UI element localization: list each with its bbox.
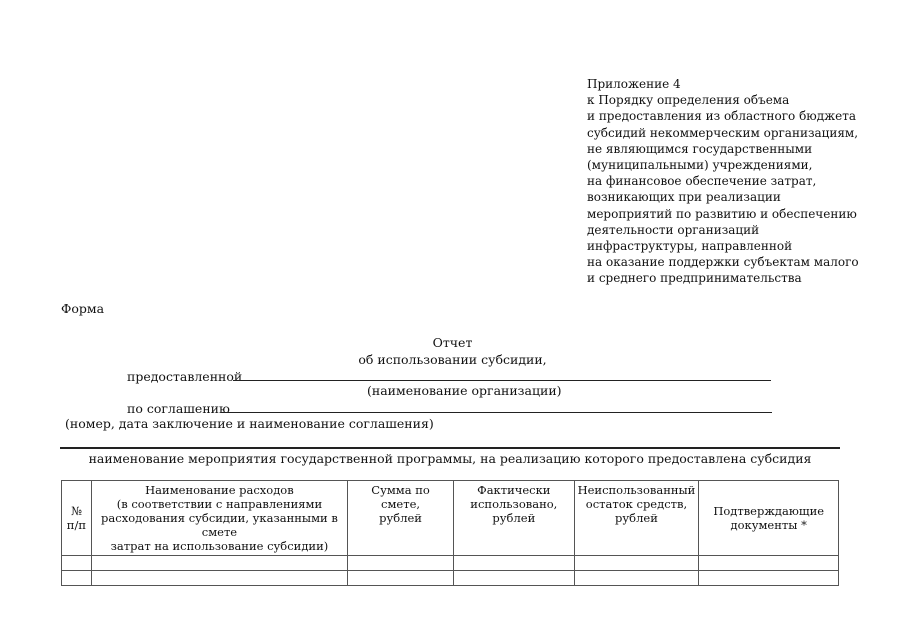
report-table bbox=[61, 480, 839, 586]
header-expense-name: Наименование расходов (в соответствии с направлениями расходования субсидии, указанными в смете затрат на использование субсидии) bbox=[91, 481, 347, 556]
report-subtitle: об использовании субсидии, bbox=[358, 352, 547, 367]
agreement-label: по соглашению bbox=[127, 401, 230, 416]
header-number: № п/п bbox=[62, 481, 92, 556]
table-cell[interactable] bbox=[699, 571, 839, 586]
appendix-line: деятельности организаций bbox=[587, 222, 760, 237]
appendix-line: к Порядку определения объема bbox=[587, 93, 790, 108]
agreement-field-line[interactable] bbox=[221, 398, 772, 413]
header-estimate-sum: Сумма по смете, рублей bbox=[348, 481, 454, 556]
table-cell[interactable] bbox=[62, 571, 92, 586]
table-cell[interactable] bbox=[348, 556, 454, 571]
appendix-line: и предоставления из областного бюджета bbox=[587, 109, 857, 124]
header-actual-used: Фактически использовано, рублей bbox=[454, 481, 575, 556]
table-cell[interactable] bbox=[348, 571, 454, 586]
header-unused-balance: Неиспользованный остаток средств, рублей bbox=[574, 481, 699, 556]
appendix-line: мероприятий по развитию и обеспечению bbox=[587, 206, 857, 221]
appendix-line: на оказание поддержки субъектам малого bbox=[587, 255, 859, 270]
table-row bbox=[62, 556, 839, 571]
table-cell[interactable] bbox=[91, 556, 347, 571]
table-cell[interactable] bbox=[574, 556, 699, 571]
table-cell[interactable] bbox=[454, 571, 575, 586]
table-cell[interactable] bbox=[62, 556, 92, 571]
appendix-line: на финансовое обеспечение затрат, bbox=[587, 174, 817, 189]
organization-caption: (наименование организации) bbox=[367, 383, 562, 398]
organization-field-line[interactable] bbox=[233, 366, 771, 381]
appendix-line: не являющимся государственными bbox=[587, 141, 813, 156]
program-caption: наименование мероприятия государственной программы, на реализацию которого предоставлена субсидия bbox=[88, 451, 812, 466]
appendix-line: и среднего предпринимательства bbox=[587, 271, 802, 286]
report-title: Отчет bbox=[432, 335, 473, 350]
header-supporting-docs: Подтверждающие документы * bbox=[699, 481, 839, 556]
agreement-caption: (номер, дата заключение и наименование соглашения) bbox=[65, 416, 434, 431]
table-header-row bbox=[62, 481, 839, 556]
appendix-line: субсидий некоммерческим организациям, bbox=[587, 125, 859, 140]
appendix-line: (муниципальными) учреждениями, bbox=[587, 158, 813, 173]
table-cell[interactable] bbox=[454, 556, 575, 571]
table-cell[interactable] bbox=[699, 556, 839, 571]
table-row bbox=[62, 571, 839, 586]
appendix-line: инфраструктуры, направленной bbox=[587, 239, 793, 254]
provided-label: предоставленной bbox=[127, 369, 243, 384]
appendix-block bbox=[587, 76, 887, 287]
table-cell[interactable] bbox=[574, 571, 699, 586]
form-label: Форма bbox=[61, 301, 105, 316]
appendix-line: Приложение 4 bbox=[587, 77, 681, 91]
appendix-line: возникающих при реализации bbox=[587, 190, 781, 205]
program-field-line[interactable] bbox=[60, 447, 840, 449]
table-cell[interactable] bbox=[91, 571, 347, 586]
